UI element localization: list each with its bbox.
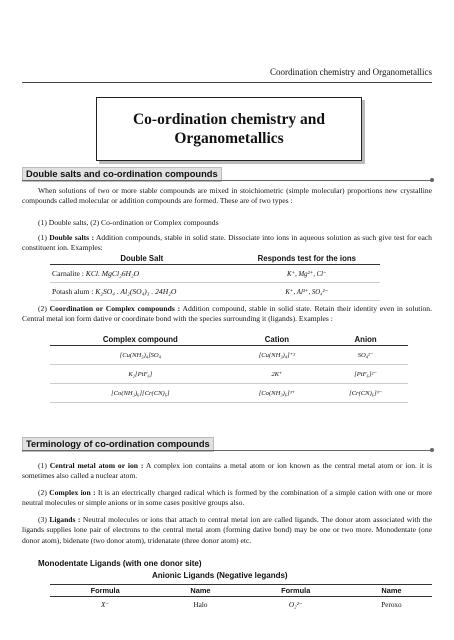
anionic-heading: Anionic Ligands (Negative legands) (152, 571, 288, 580)
table-row (50, 346, 408, 365)
terminology-item-2 (22, 488, 432, 509)
item-term: Ligands : (49, 515, 81, 524)
item-term: Double salts : (49, 233, 94, 242)
terminology-item-1 (22, 461, 432, 482)
table-cell: Peroxo (381, 600, 402, 609)
title-line-1: Co-ordination chemistry and (132, 111, 326, 128)
salt-name: Potash alum : (52, 287, 96, 296)
terminology-item-3 (22, 515, 432, 546)
table-cell: Halo (193, 600, 208, 609)
table-header: Formula (50, 585, 160, 597)
table-header: Name (160, 585, 240, 597)
table-header: Anion (323, 334, 408, 346)
title-line-2: Organometallics (174, 130, 284, 147)
title-box (96, 97, 362, 161)
salt-formula: K₂SO₄ . Al₂(SO₄)₃ . 24H₂O (95, 287, 177, 296)
item-number: (1) (38, 461, 50, 470)
section-heading-label: Double salts and co-ordination compounds (22, 167, 222, 182)
item-number: (1) (38, 233, 50, 242)
table-row (50, 283, 380, 301)
section-heading-dot (430, 448, 434, 452)
table-cell: [PtF₆]²⁻ (323, 365, 408, 384)
anionic-ligands-table (50, 584, 432, 612)
item-number: (2) (38, 304, 50, 313)
section-heading-rule (22, 180, 432, 181)
table-cell: [Co(NH₃)₆][Cr(CN)₆] (50, 384, 231, 403)
table-cell: [Cu(NH₃)₄]⁺² (231, 346, 324, 365)
section-heading-label: Terminology of co-ordination compounds (22, 437, 214, 452)
section-heading-rule (22, 450, 432, 451)
item-text: A complex ion contains a metal atom or ion known as the central metal atom or ion. it is sometimes also called a nuclear atom. (22, 461, 432, 481)
table-cell: X⁻ (101, 601, 110, 609)
complex-compounds-paragraph (22, 304, 432, 325)
item-text: It is an electrically charged radical which is formed by the combination of a simple cation with one or more neutral molecules or simple anions or in some cases positive groups also. (22, 488, 432, 508)
complex-compound-table (50, 334, 408, 403)
table-cell: 2K⁺ (231, 365, 324, 384)
table-cell: K⁺, Al³⁺, SO₄²⁻ (234, 283, 380, 301)
intro-paragraph: When solutions of two or more stable compounds are mixed in stoichiometric (simple molecular) proportions new crystalline compounds called molecular or addition compounds are formed. These are of two types : (22, 186, 432, 206)
section-heading-dot (430, 178, 434, 182)
table-header: Complex compound (50, 334, 231, 346)
table-cell (50, 265, 234, 283)
table-cell: O₂²⁻ (288, 601, 303, 609)
item-text: Addition compound, stable in solid state. Retain their identity even in solution. Central metal ion form dative or coordinate bond with the species surrounding it (ligands). Examples : (22, 304, 432, 324)
section-heading-terminology (22, 437, 432, 451)
item-term: Central metal atom or ion : (49, 461, 144, 470)
table-cell (50, 283, 234, 301)
table-header: Double Salt (50, 253, 234, 265)
item-term: Complex ion : (49, 488, 96, 497)
double-salt-table (50, 253, 380, 301)
table-row (50, 365, 408, 384)
item-text: Addition compounds, stable in solid state. Dissociate into ions in aqueous solution as such give test for each constituent ion. Examples: (22, 233, 432, 253)
table-header: Cation (231, 334, 324, 346)
table-header: Responds test for the ions (234, 253, 380, 265)
salt-name: Carnalite : (52, 269, 86, 278)
section-heading-double-salts (22, 167, 432, 181)
monodentate-heading: Monodentate Ligands (with one donor site) (38, 559, 202, 568)
types-line: (1) Double salts, (2) Co-ordination or Complex compounds (38, 218, 219, 227)
double-salts-paragraph (22, 233, 432, 254)
salt-formula: KCl. MgCl₂6H₂O (85, 269, 140, 278)
table-cell: K⁺, Mg²⁺, Cl⁻ (234, 265, 380, 283)
table-cell: K₂[PtF₆] (50, 365, 231, 384)
item-number: (3) (38, 515, 50, 524)
table-cell: [Cu(NH₃)₄]SO₄ (50, 346, 231, 365)
table-cell: [Cr(CN)₆]³⁻ (323, 384, 408, 403)
table-header: Formula (241, 585, 351, 597)
item-text: Neutral molecules or ions that attach to central metal ion are called ligands. The donor atom associated with the ligands supplies lone pair of electrons to the central metal atom (forming dative bond) may be one or two more. Monodentate (one donor atom), bidenate (two donor atom), tridenatate (three donor atom) etc. (22, 515, 432, 545)
table-cell: [Co(NH₃)₆]³⁺ (231, 384, 324, 403)
item-term: Coordination or Complex compounds : (49, 304, 181, 313)
table-row (50, 384, 408, 403)
table-row (50, 597, 432, 613)
running-head: Coordination chemistry and Organometallics (269, 67, 432, 77)
item-number: (2) (38, 488, 50, 497)
header-rule (22, 82, 432, 83)
table-cell: SO₄²⁻ (323, 346, 408, 365)
table-row (50, 265, 380, 283)
table-header: Name (351, 585, 432, 597)
